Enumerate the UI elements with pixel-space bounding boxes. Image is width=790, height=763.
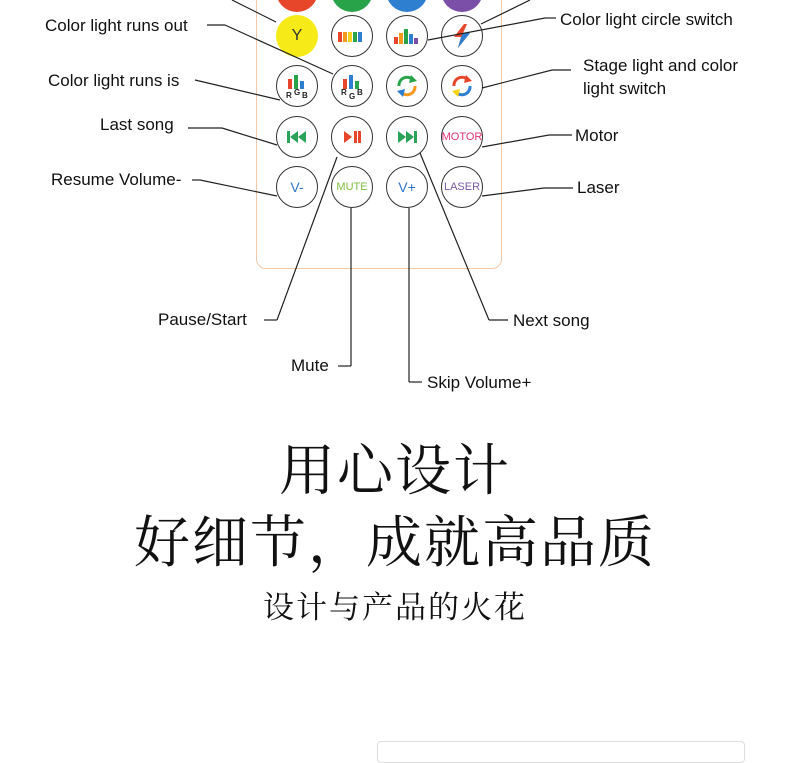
leader-top-right (481, 0, 530, 24)
label-laser: Laser (577, 178, 620, 197)
label-color-light-runs-is: Color light runs is (48, 71, 180, 90)
laser-button-label: LASER (443, 181, 481, 193)
mute-button-label: MUTE (336, 181, 368, 193)
heading-design: 用心设计 (279, 439, 511, 502)
volume-down-label: V- (290, 179, 304, 195)
volume-up-label: V+ (398, 179, 416, 195)
label-resume-volume: Resume Volume- (51, 170, 182, 189)
label-stage-light-switch: Stage light and color light switch (583, 56, 738, 98)
label-motor: Motor (575, 126, 619, 145)
motor-button-label: MOTOR (441, 131, 483, 143)
label-skip-volume: Skip Volume+ (427, 373, 532, 392)
heading-spark: 设计与产品的火花 (263, 590, 527, 625)
label-pause-start: Pause/Start (158, 310, 247, 329)
label-last-song: Last song (100, 115, 174, 134)
svg-text:R: R (341, 88, 347, 97)
label-color-light-runs-out: Color light runs out (45, 16, 188, 35)
svg-text:G: G (294, 88, 301, 97)
yellow-button-label: Y (291, 27, 303, 44)
svg-text:G: G (349, 92, 356, 101)
leader-next-song (420, 153, 489, 320)
heading-quality: 好细节，成就高品质 (134, 511, 656, 574)
label-color-light-circle-switch: Color light circle switch (560, 10, 733, 29)
leader-pause-start (277, 157, 337, 320)
leader-top-left (232, 0, 276, 22)
svg-text:B: B (302, 91, 308, 100)
bottom-panel (377, 741, 745, 763)
svg-text:R: R (286, 91, 292, 100)
leader-color-light-runs-is (195, 80, 280, 100)
label-next-song: Next song (513, 311, 590, 330)
label-mute: Mute (291, 356, 329, 375)
svg-text:B: B (357, 88, 363, 97)
